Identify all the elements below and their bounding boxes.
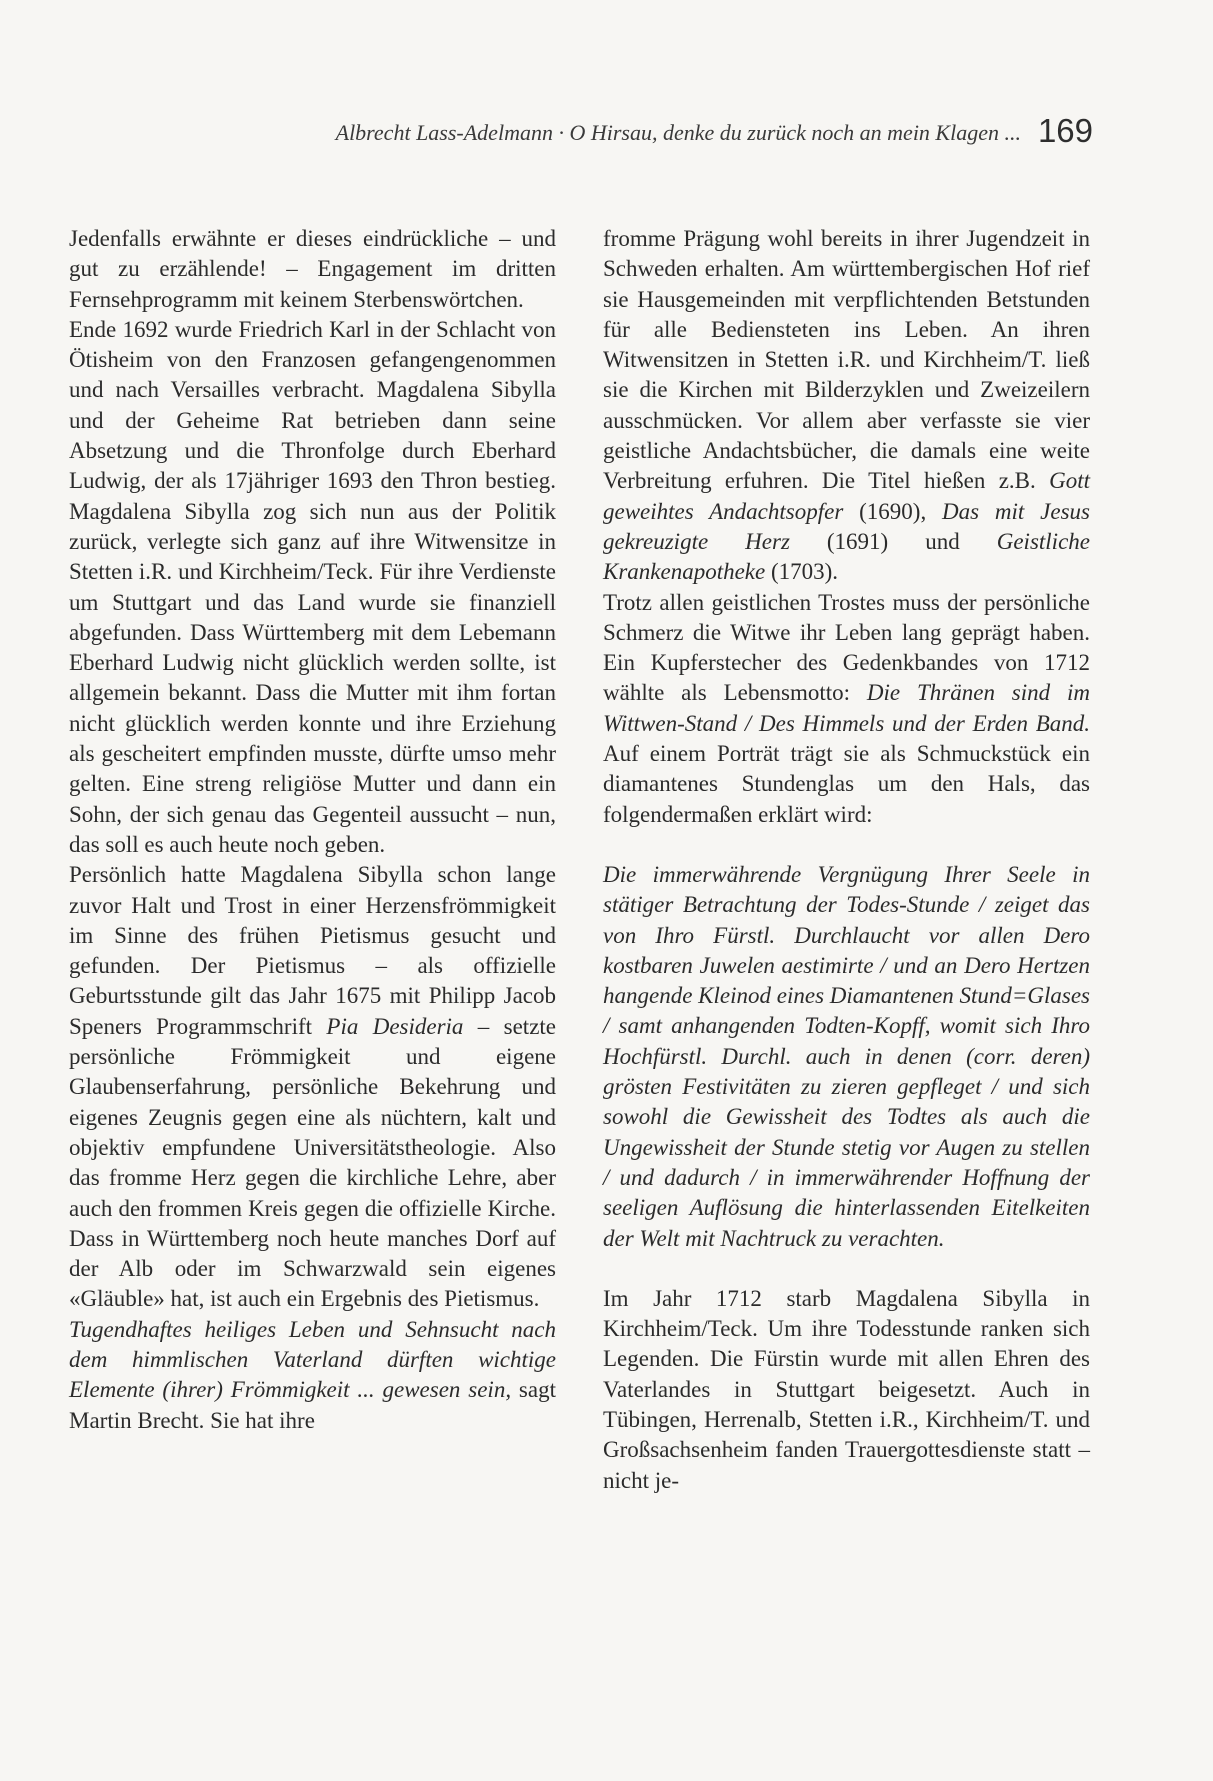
paragraph-text: Auf einem Porträt trägt sie als Schmuckstück ein diamantenes Stundenglas um den Hals, das folgendermaßen erklärt wird: [603, 741, 1090, 827]
paragraph-text: Ende 1692 wurde Friedrich Karl in der Schlacht von Ötisheim von den Franzosen gefangengenommen und nach Versailles verbracht. Magdalena Sibylla und der Geheime Rat betrieben dann seine Absetzung und die Thronfolge durch Eberhard Ludwig, der als 17jähriger 1693 den Thron bestieg. Magdalena Sibylla zog sich nun aus der Politik zurück, verlegte sich ganz auf ihre Witwensitze in Stetten i.R. und Kirchheim/Teck. Für ihre Verdienste um Stuttgart und das Land wurde sie finanziell abgefunden. Dass Württemberg mit dem Lebemann Eberhard Ludwig nicht glücklich werden sollte, ist allgemein bekannt. Dass die Mutter mit ihm fortan nicht glücklich werden konnte und ihre Erziehung als gescheitert empfinden musste, dürfte umso mehr gelten. Eine streng religiöse Mutter und dann ein Sohn, der sich genau das Gegenteil aussucht – nun, das soll es auch heute noch geben. [69, 316, 556, 857]
quote-text: Die immerwährende Vergnügung Ihrer Seele in stätiger Betrachtung der Todes-Stunde / zeiget das von Ihro Fürstl. Durchlaucht vor allen Dero kostbaren Juwelen aestimirte / und an Dero Hertzen hangende Kleinod eines Diamantenen Stund=Glases / samt anhangenden Todten-Kopff, womit sich Ihro Hochfürstl. Durchl. auch in denen (corr. deren) grösten Festivitäten zu zieren gepfleget / und sich sowohl die Gewissheit des Todtes als auch die Ungewissheit der Stunde stetig vor Augen zu stellen / und dadurch / in immerwährender Hoffnung der seeligen Auflösung die hinterlassenden Eitelkeiten der Welt mit Nachtruck zu verachten. [603, 861, 1090, 1251]
paragraph-brecht-quote [69, 1315, 556, 1436]
motto-text: Die Thränen sind im Wittwen-Stand / Des Himmels und der Erden Band. [603, 680, 1090, 736]
page-number: 169 [1037, 112, 1093, 149]
paragraph-text: Persönlich hatte Magdalena Sibylla schon lange zuvor Halt und Trost in einer Herzensfrömmigkeit im Sinne des frühen Pietismus gesucht und gefunden. Der Pietismus – als offizielle Geburtsstunde gilt das Jahr 1675 mit Philipp Jacob Speners Programmschrift [69, 862, 556, 1039]
paragraph-text: (1690), [843, 498, 943, 524]
paragraph-text: (1703). [765, 559, 839, 585]
running-title: Albrecht Lass-Adelmann · O Hirsau, denke du zurück noch an mein Klagen ... [335, 120, 1021, 145]
paragraph-text: – setzte persönliche Frömmigkeit und eigene Glaubenserfahrung, persönliche Bekehrung und eigenes Zeugnis gegen eine als nüchtern, kalt und objektiv empfundene Universitätstheologie. Also das fromme Herz gegen die kirchliche Lehre, aber auch den frommen Kreis gegen die offizielle Kirche. Dass in Württemberg noch heute manches Dorf auf der Alb oder im Schwarzwald sein eigenes «Gläuble» hat, ist auch ein Ergebnis des Pietismus. [69, 1013, 556, 1312]
work-title: Das mit Jesus gekreuzigte Herz [603, 498, 1090, 554]
paragraph-succession [69, 315, 556, 860]
paragraph-widow-grief [603, 588, 1090, 830]
paragraph-devotional-books [603, 224, 1090, 588]
paragraph-engagement [69, 224, 556, 315]
paragraph-text: Im Jahr 1712 starb Magdalena Sibylla in Kirchheim/Teck. Um ihre Todesstunde ranken sich Legenden. Die Fürstin wurde mit allen Ehren des Vaterlandes in Stuttgart beigesetzt. Auch in Tübingen, Herrenalb, Stetten i.R., Kirchheim/T. und Großsachsenheim fanden Trauergottesdienste statt – nicht je- [603, 1285, 1090, 1493]
paragraph-pietism [69, 860, 556, 1314]
right-column [603, 224, 1090, 1496]
paragraph-text: sagt Martin Brecht. Sie hat ihre [69, 1377, 556, 1433]
block-quote [603, 860, 1090, 1254]
paragraph-text: Jedenfalls erwähnte er dieses eindrückliche – und gut zu erzählende! – Engagement im dritten Fernsehprogramm mit keinem Sterbenswörtchen. [69, 226, 556, 312]
work-title: Gott geweihtes Andachtsopfer [603, 468, 1090, 524]
left-column [69, 224, 556, 1436]
quoted-text: Tugendhaftes heiliges Leben und Sehnsucht nach dem himmlischen Vaterland dürften wichtige Elemente (ihrer) Frömmigkeit ... gewesen sein, [69, 1316, 556, 1403]
work-title: Geistliche Krankenapotheke [603, 528, 1090, 585]
paragraph-text: (1691) und [789, 528, 997, 554]
paragraph-text: Trotz allen geistlichen Trostes muss der persönliche Schmerz die Witwe ihr Leben lang geprägt haben. Ein Kupferstecher des Gedenkbandes von 1712 wählte als Lebensmotto: [603, 589, 1090, 706]
paragraph-text: fromme Prägung wohl bereits in ihrer Jugendzeit in Schweden erhalten. Am württembergischen Hof rief sie Hausgemeinden mit verpflichtenden Betstunden für alle Bediensteten ins Leben. An ihren Witwensitzen in Stetten i.R. und Kirchheim/T. ließ sie die Kirchen mit Bilderzyklen und Zweizeilern ausschmücken. Vor allem aber verfasste sie vier geistliche Andachtsbücher, die damals eine weite Verbreitung erfuhren. Die Titel hießen z.B. [603, 226, 1090, 494]
work-title: Pia Desideria [326, 1013, 464, 1039]
running-head [70, 112, 1093, 152]
paragraph-death [603, 1284, 1090, 1496]
